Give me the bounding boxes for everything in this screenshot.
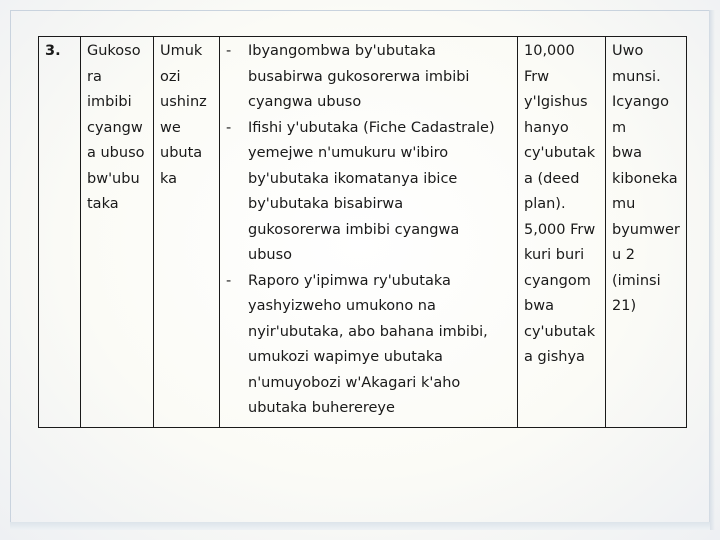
duration-cell: [606, 37, 687, 428]
row-number-cell: [39, 37, 81, 428]
requirements-cell: [220, 37, 518, 428]
row-number: 3.: [45, 43, 61, 59]
slide-edge-shadow: [709, 10, 715, 530]
service-fee: 10,000 Frw y'Igishus hanyo cy'ubutak a (deed plan). 5,000 Frw kuri buri cyangom bwa cy'ubutak a gishya: [524, 43, 596, 365]
bullet-dash: -: [226, 119, 232, 136]
service-provider: Umuk ozi ushinz we ubuta ka: [160, 43, 207, 187]
fee-cell: [518, 37, 606, 428]
requirements-list: [226, 39, 511, 423]
requirement-item: [226, 39, 511, 116]
requirement-item: [226, 269, 511, 422]
requirement-text: Ifishi y'ubutaka (Fiche Cadastrale) yemejwe n'umukuru w'ibiro by'ubutaka ikomatanya ibice by'ubutaka bisabirwa gukosorerwa imbibi cyangwa ubuso: [248, 119, 495, 263]
bullet-dash: -: [226, 43, 232, 59]
bullet-dash: -: [226, 272, 232, 289]
service-cell: [81, 37, 154, 428]
service-duration: Uwo munsi. Icyangom bwa kiboneka mu byumwer u 2 (iminsi 21): [612, 43, 680, 314]
requirement-text: Raporo y'ipimwa ry'ubutaka yashyizweho umukono na nyir'ubutaka, abo bahana imbibi, umukozi wapimye ubutaka n'umuyobozi w'Akagari k'aho ubutaka buherereye: [248, 272, 488, 416]
slide-bottom-band: [10, 522, 710, 530]
requirement-text: Ibyangombwa by'ubutaka busabirwa gukosorerwa imbibi cyangwa ubuso: [248, 43, 470, 110]
service-name: Gukoso ra imbibi cyangw a ubuso bw'ubu taka: [87, 43, 145, 212]
provider-cell: [154, 37, 220, 428]
requirement-item: [226, 116, 511, 269]
table-row: [39, 37, 687, 428]
service-requirements-table: [38, 36, 687, 428]
